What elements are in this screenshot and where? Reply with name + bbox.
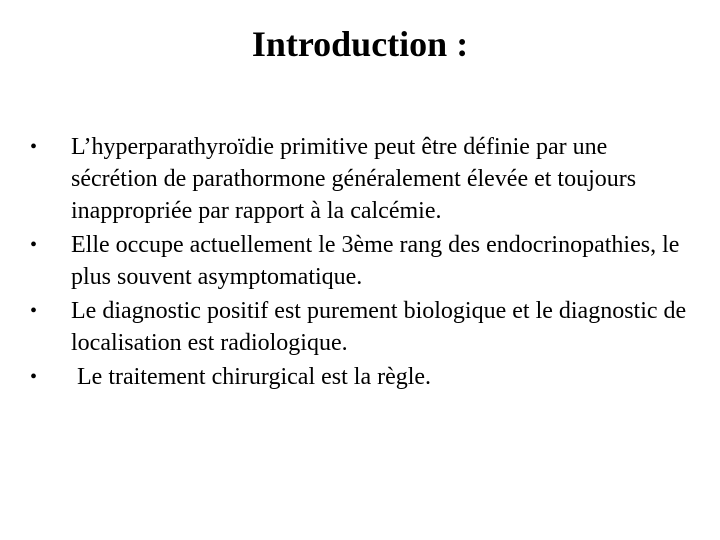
bullet-item-definition	[28, 131, 688, 227]
bullet-icon: •	[30, 234, 38, 256]
bullet-item-diagnosis	[28, 295, 688, 359]
bullet-icon: •	[30, 366, 38, 388]
bullet-list	[28, 131, 688, 395]
bullet-text: Le traitement chirurgical est la règle.	[77, 364, 432, 390]
bullet-icon: •	[30, 136, 38, 158]
bullet-text: Elle occupe actuellement le 3ème rang des endocrinopathies, le plus souvent asymptomatique.	[71, 232, 680, 290]
bullet-item-treatment	[28, 361, 688, 393]
bullet-item-rank	[28, 229, 688, 293]
bullet-icon: •	[30, 300, 38, 322]
bullet-text: L’hyperparathyroïdie primitive peut être définie par une sécrétion de parathormone généralement élevée et toujours inappropriée par rapport à la calcémie.	[71, 134, 637, 224]
bullet-text: Le diagnostic positif est purement biologique et le diagnostic de localisation est radiologique.	[71, 298, 687, 356]
slide-title: Introduction :	[251, 24, 469, 64]
